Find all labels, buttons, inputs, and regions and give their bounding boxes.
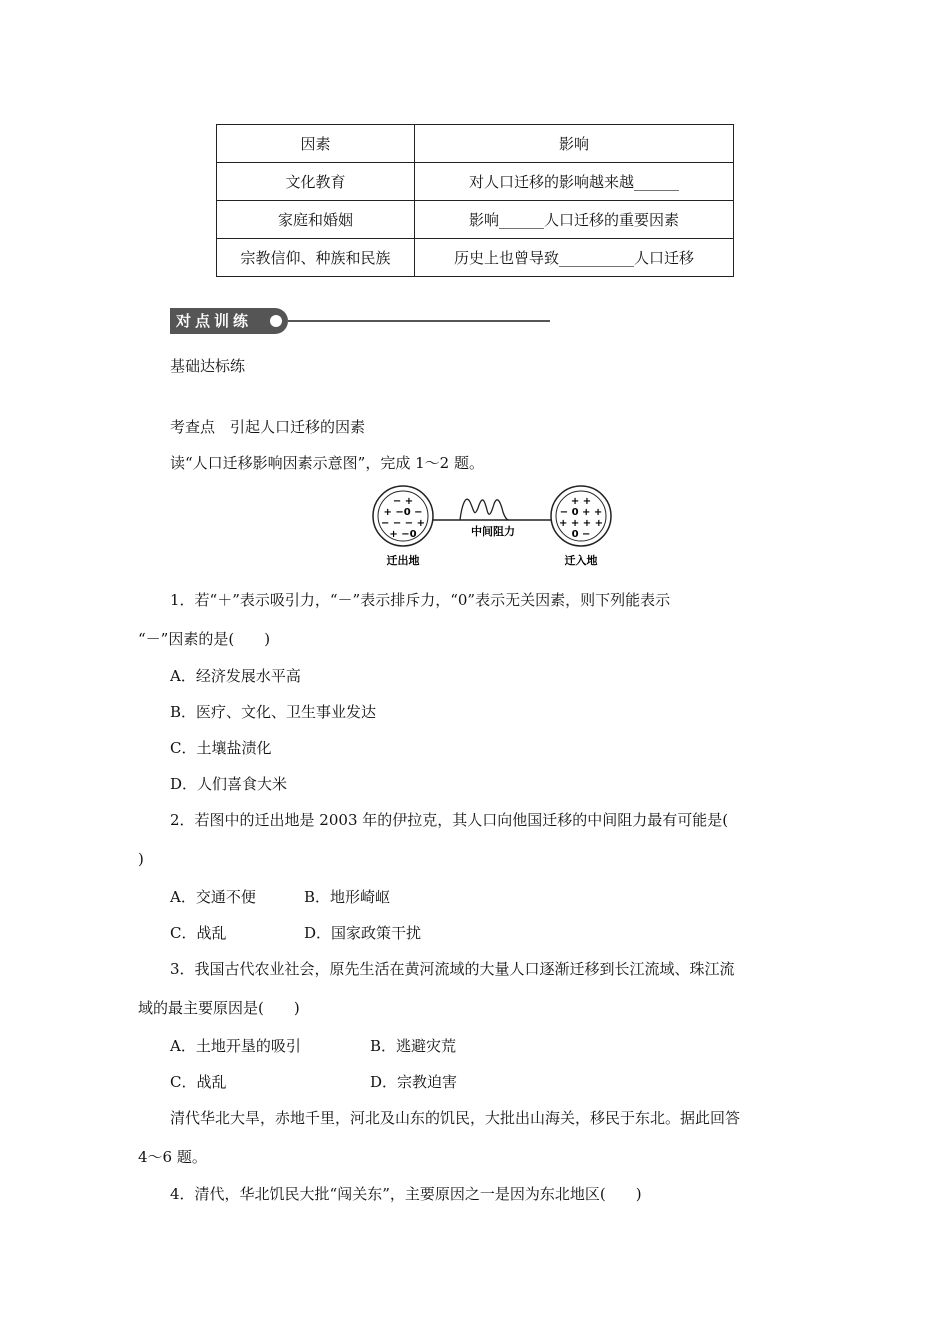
question-3-text-cont: 域的最主要原因是( ) bbox=[138, 999, 300, 1017]
topic-heading: 考查点 引起人口迁移的因素 bbox=[170, 418, 366, 436]
question-1-option-a: A．经济发展水平高 bbox=[170, 667, 301, 685]
table-header: 因素 bbox=[217, 125, 415, 163]
destination-factor-row: 0 − bbox=[571, 529, 591, 540]
destination-factor-row: + + bbox=[570, 496, 592, 507]
destination-label: 迁入地 bbox=[564, 554, 598, 567]
passage-text: 清代华北大旱，赤地千里，河北及山东的饥民，大批出山海关，移民于东北。据此回答 bbox=[170, 1109, 741, 1127]
destination-factor-row: + + + + bbox=[559, 518, 603, 529]
section-banner bbox=[170, 308, 288, 334]
question-3-option-b: B．逃避灾荒 bbox=[370, 1037, 457, 1055]
question-2-option-c: C．战乱 bbox=[170, 924, 227, 942]
factors-table bbox=[216, 124, 734, 277]
table-row bbox=[217, 163, 734, 201]
table-cell: 对人口迁移的影响越来越______ bbox=[415, 163, 734, 201]
table-cell: 影响______人口迁移的重要因素 bbox=[415, 201, 734, 239]
instruction-text: 读“人口迁移影响因素示意图”，完成 1～2 题。 bbox=[170, 454, 484, 472]
question-1-option-b: B．医疗、文化、卫生事业发达 bbox=[170, 703, 377, 721]
passage-text-cont: 4～6 题。 bbox=[138, 1148, 207, 1166]
question-2-text: 2．若图中的迁出地是 2003 年的伊拉克，其人口向他国迁移的中间阻力最有可能是( bbox=[170, 811, 729, 829]
question-1-text-cont: “－”因素的是( ) bbox=[138, 630, 271, 648]
question-2-option-d: D．国家政策干扰 bbox=[304, 924, 422, 942]
table-row bbox=[217, 239, 734, 277]
question-1-option-c: C．土壤盐渍化 bbox=[170, 739, 272, 757]
origin-factor-row: − + bbox=[392, 496, 414, 507]
subsection-title: 基础达标练 bbox=[170, 357, 246, 375]
middle-resistance-label: 中间阻力 bbox=[471, 525, 515, 538]
section-banner-label: 对点训练 bbox=[176, 312, 253, 330]
table-cell: 家庭和婚姻 bbox=[217, 201, 415, 239]
question-2-option-b: B．地形崎岖 bbox=[304, 888, 391, 906]
origin-factor-row: + −0 − bbox=[383, 507, 423, 518]
resistance-peaks bbox=[460, 499, 509, 520]
origin-factor-row: + −0 bbox=[389, 529, 417, 540]
question-4-text: 4．清代，华北饥民大批“闯关东”，主要原因之一是因为东北地区( ) bbox=[170, 1185, 642, 1203]
table-row bbox=[217, 201, 734, 239]
table-header-row bbox=[217, 125, 734, 163]
question-3-text: 3．我国古代农业社会，原先生活在黄河流域的大量人口逐渐迁移到长江流域、珠江流 bbox=[170, 960, 735, 978]
migration-factors-diagram bbox=[370, 484, 620, 572]
bullet-dot-icon bbox=[270, 315, 282, 327]
question-3-option-c: C．战乱 bbox=[170, 1073, 227, 1091]
origin-factor-row: − − − + bbox=[381, 518, 425, 529]
question-3-option-d: D．宗教迫害 bbox=[370, 1073, 458, 1091]
table-cell: 历史上也曾导致__________人口迁移 bbox=[415, 239, 734, 277]
question-3-option-a: A．土地开垦的吸引 bbox=[170, 1037, 301, 1055]
table-cell: 宗教信仰、种族和民族 bbox=[217, 239, 415, 277]
banner-divider bbox=[288, 320, 550, 322]
table-header: 影响 bbox=[415, 125, 734, 163]
question-1-text: 1．若“＋”表示吸引力，“－”表示排斥力，“0”表示无关因素，则下列能表示 bbox=[170, 591, 671, 609]
question-2-text-cont: ) bbox=[138, 850, 144, 868]
origin-label: 迁出地 bbox=[386, 554, 420, 567]
question-1-option-d: D．人们喜食大米 bbox=[170, 775, 288, 793]
destination-factor-row: − 0 + + bbox=[559, 507, 603, 518]
table-cell: 文化教育 bbox=[217, 163, 415, 201]
question-2-option-a: A．交通不便 bbox=[170, 888, 256, 906]
